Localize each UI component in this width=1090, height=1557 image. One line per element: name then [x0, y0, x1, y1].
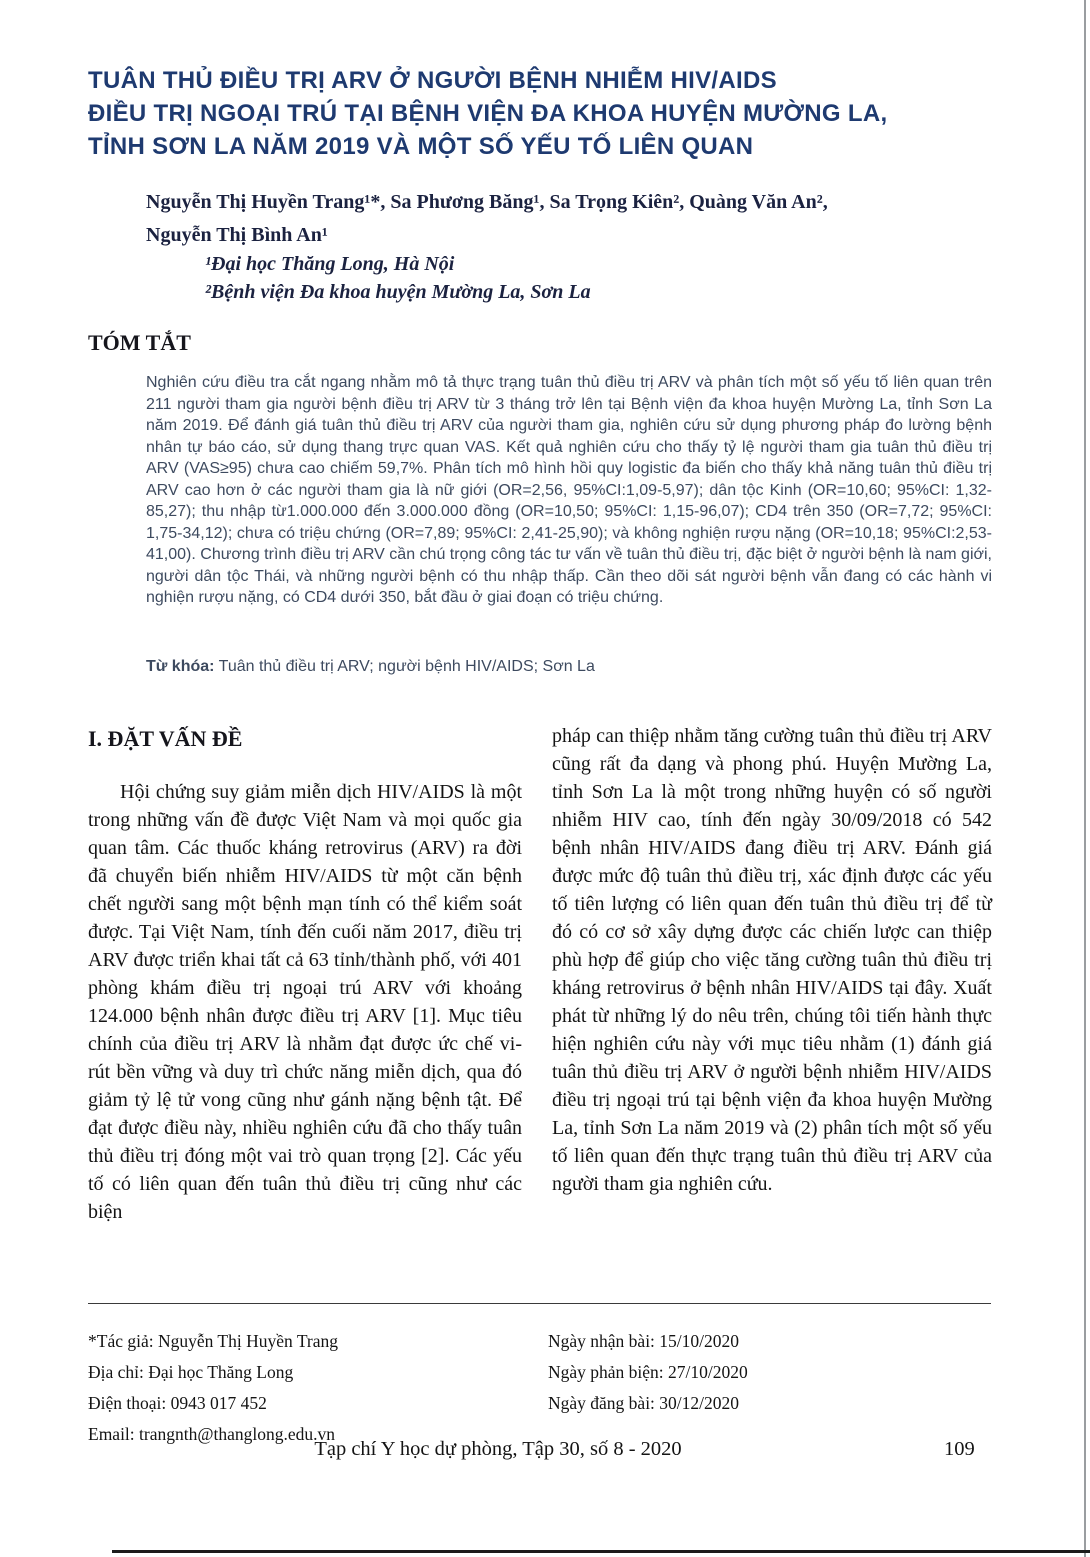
footer-author-info	[88, 1326, 518, 1450]
column-right	[552, 722, 992, 1198]
footer-corresponding-author: *Tác giả: Nguyễn Thị Huyền Trang	[88, 1331, 338, 1351]
keywords-label: Từ khóa:	[146, 658, 215, 675]
abstract-text: Nghiên cứu điều tra cắt ngang nhằm mô tả thực trạng tuân thủ điều trị ARV và phân tích một số yếu tố liên quan trên 211 người tham gia người bệnh điều trị ARV từ 3 tháng trở lên tại Bệnh viện đa khoa huyện Mường La, tỉnh Sơn La năm 2019. Để đánh giá tuân thủ điều trị ARV của người tham gia, nghiên cứu sử dụng phương pháp đo lường bệnh nhân tự báo cáo, sử dụng thang trực quan VAS. Kết quả nghiên cứu cho thấy tỷ lệ người tham gia tuân thủ điều trị ARV (VAS≥95) chưa cao chiếm 59,7%. Phân tích mô hình hồi quy logistic đa biến cho thấy khả năng tuân thủ điều trị ARV cao hơn ở các người tham gia là nữ giới (OR=2,56, 95%CI:1,09-5,97); dân tộc Kinh (OR=10,60; 95%CI: 1,32-85,27); thu nhập từ1.000.000 đến 3.000.000 đồng (OR=10,50; 95%CI: 1,15-96,07); CD4 trên 350 (OR=7,72; 95%CI: 1,75-34,12); chưa có triệu chứng (OR=7,89; 95%CI: 2,41-25,90); và không nghiện rượu nặng (OR=10,18; 95%CI:2,53-41,00). Chương trình điều trị ARV cần chú trọng công tác tư vấn về tuân thủ điều trị, đặc biệt ở người bệnh là nam giới, người dân tộc Thái, và những người bệnh có thu nhập thấp. Cần theo dõi sát người bệnh vẫn đang có các hành vi nghiện rượu nặng, có CD4 dưới 350, bắt đầu ở giai đoạn có triệu chứng.	[146, 374, 992, 606]
scan-edge-bottom	[112, 1550, 1090, 1553]
authors-line-2: Nguyễn Thị Bình An¹	[146, 224, 328, 246]
paper-title	[88, 64, 978, 163]
footer-published-date: Ngày đăng bài: 30/12/2020	[548, 1393, 740, 1413]
keywords-line	[146, 658, 992, 676]
journal-citation: Tạp chí Y học dự phòng, Tập 30, số 8 - 2020	[314, 1438, 682, 1460]
authors-block	[146, 186, 976, 252]
affiliation-1: ¹Đại học Thăng Long, Hà Nội	[205, 253, 455, 275]
footer-address: Địa chỉ: Đại học Thăng Long	[88, 1362, 294, 1382]
abstract-heading: TÓM TẮT	[88, 330, 191, 355]
footer-divider	[88, 1303, 991, 1304]
scan-edge-right	[1084, 0, 1086, 1557]
section-1-heading: I. ĐẶT VẤN ĐỀ	[88, 726, 243, 751]
paper-title-line-2: ĐIỀU TRỊ NGOẠI TRÚ TẠI BỆNH VIỆN ĐA KHOA HUYỆN MƯỜNG LA,	[88, 100, 888, 127]
keywords-text: Tuân thủ điều trị ARV; người bệnh HIV/AIDS; Sơn La	[214, 658, 595, 675]
affiliations-block	[205, 250, 965, 306]
section-1-left-column-text: Hội chứng suy giảm miễn dịch HIV/AIDS là một trong những vấn đề được Việt Nam và mọi quốc gia quan tâm. Các thuốc kháng retrovirus (ARV) ra đời đã chuyển biến nhiễm HIV/AIDS từ một căn bệnh chết người sang một bệnh mạn tính có thể kiểm soát được. Tại Việt Nam, tính đến cuối năm 2017, điều trị ARV được triển khai tất cả 63 tỉnh/thành phố, với 401 phòng khám điều trị ngoại trú ARV với khoảng 124.000 bệnh nhân được điều trị ARV [1]. Mục tiêu chính của điều trị ARV là nhằm đạt được ức chế vi-rút bền vững và duy trì chức năng miễn dịch, qua đó giảm tỷ lệ tử vong cũng như gánh nặng bệnh tật. Để đạt được điều này, nhiều nghiên cứu đã cho thấy tuân thủ điều trị đóng một vai trò quan trọng [2]. Các yếu tố có liên quan đến tuân thủ điều trị cũng như các biện	[88, 781, 522, 1223]
footer-phone: Điện thoại: 0943 017 452	[88, 1393, 267, 1413]
footer-review-date: Ngày phản biện: 27/10/2020	[548, 1362, 748, 1382]
column-left	[88, 722, 522, 1226]
paper-title-line-1: TUÂN THỦ ĐIỀU TRỊ ARV Ở NGƯỜI BỆNH NHIỄM HIV/AIDS	[88, 67, 777, 94]
section-1-right-column-text: pháp can thiệp nhằm tăng cường tuân thủ điều trị ARV cũng rất đa dạng và phong phú. Huyện Mường La, tỉnh Sơn La là một trong những huyện có số người nhiễm HIV cao, tính đến ngày 30/09/2018 có 542 bệnh nhân HIV/AIDS đang điều trị ARV. Đánh giá được mức độ tuân thủ điều trị, xác định được các yếu tố tiên lượng có liên quan đến tuân thủ điều trị để từ đó có cơ sở xây dựng được các chiến lược can thiệp phù hợp để giúp cho việc tăng cường tuân thủ điều trị kháng retrovirus ở bệnh nhân HIV/AIDS tại đây. Xuất phát từ những lý do nêu trên, chúng tôi tiến hành thực hiện nghiên cứu này với mục tiêu nhằm (1) đánh giá tuân thủ điều trị ARV ở người bệnh nhiễm HIV/AIDS điều trị ngoại trú tại bệnh viện đa khoa huyện Mường La, tỉnh Sơn La năm 2019 và (2) phân tích một số yếu tố liên quan đến thực trạng tuân thủ điều trị ARV của người tham gia nghiên cứu.	[552, 725, 992, 1195]
page-number: 109	[944, 1438, 975, 1460]
paper-title-line-3: TỈNH SƠN LA NĂM 2019 VÀ MỘT SỐ YẾU TỐ LIÊN QUAN	[88, 133, 754, 160]
footer-email: Email: trangnth@thanglong.edu.vn	[88, 1424, 335, 1444]
affiliation-2: ²Bệnh viện Đa khoa huyện Mường La, Sơn La	[205, 281, 591, 303]
footer-received-date: Ngày nhận bài: 15/10/2020	[548, 1331, 740, 1351]
footer-dates	[548, 1326, 978, 1419]
authors-line-1: Nguyễn Thị Huyền Trang¹*, Sa Phương Băng¹, Sa Trọng Kiên², Quàng Văn An²,	[146, 191, 828, 213]
